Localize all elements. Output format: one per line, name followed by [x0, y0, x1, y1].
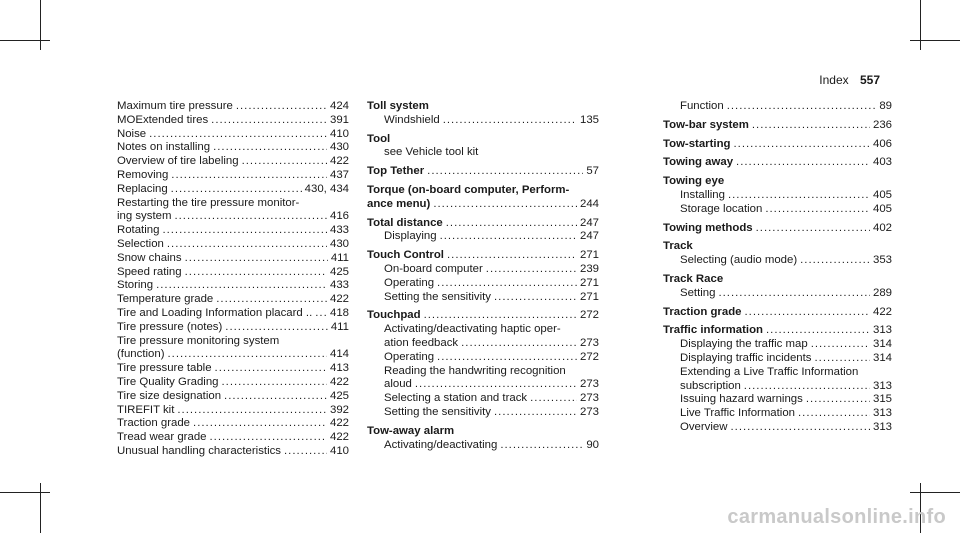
entry-term: Selection	[117, 237, 164, 250]
index-entry	[367, 337, 599, 351]
index-entry	[117, 183, 349, 197]
index-entry	[663, 393, 892, 407]
index-entry	[367, 249, 599, 263]
entry-page-ref: 239	[579, 262, 599, 275]
dot-leader	[744, 380, 870, 394]
index-entry	[663, 306, 892, 320]
entry-term: Displaying the traffic map	[680, 338, 808, 351]
entry-page-ref: 273	[579, 378, 599, 391]
dot-leader	[156, 279, 327, 293]
entry-term: Function	[680, 100, 724, 112]
index-entry	[367, 323, 599, 337]
index-entry	[663, 254, 892, 268]
entry-term: Tire pressure table	[117, 362, 212, 375]
dot-leader	[461, 337, 577, 351]
entry-page-ref: 353	[872, 254, 892, 267]
entry-page-ref: 422	[329, 375, 349, 388]
entry-term: Tread wear grade	[117, 431, 207, 444]
section-label: Index	[819, 73, 849, 87]
index-entry	[367, 114, 599, 128]
dot-leader	[315, 307, 327, 321]
dot-leader	[814, 352, 870, 366]
dot-leader	[284, 445, 327, 459]
entry-term: ance menu)	[367, 197, 431, 210]
entry-term: Track Race	[663, 272, 724, 285]
dot-leader	[415, 378, 577, 392]
index-entry	[117, 293, 349, 307]
entry-page-ref: 271	[579, 276, 599, 289]
index-entry	[117, 348, 349, 362]
entry-term: ing system	[117, 210, 172, 223]
entry-term: aloud	[384, 378, 412, 391]
index-entry	[663, 324, 892, 338]
entry-page-ref: 422	[329, 431, 349, 444]
entry-page-ref: 244	[579, 197, 599, 210]
entry-term: Traction grade	[663, 305, 742, 318]
entry-term: Touch Control	[367, 249, 444, 262]
entry-term: Reading the handwriting recognition	[384, 364, 566, 377]
entry-term: Displaying	[384, 230, 437, 243]
index-entry	[117, 169, 349, 183]
index-entry	[367, 263, 599, 277]
index-entry	[367, 165, 599, 179]
entry-term: Towing away	[663, 156, 734, 169]
entry-page-ref: 135	[579, 113, 599, 126]
dot-leader	[806, 393, 870, 407]
entry-term: Tire pressure monitoring system	[117, 334, 280, 347]
entry-page-ref: 289	[872, 286, 892, 299]
entry-page-ref: 89	[879, 100, 892, 112]
dot-leader	[500, 439, 583, 453]
index-entry	[117, 128, 349, 142]
entry-page-ref: 405	[872, 188, 892, 201]
entry-term: subscription	[680, 379, 741, 392]
entry-term: Overview	[680, 420, 728, 433]
entry-page-ref: 57	[586, 165, 599, 178]
index-column-2	[367, 100, 599, 452]
page-number: 557	[859, 73, 880, 87]
entry-page-ref: 247	[579, 230, 599, 243]
index-entry	[663, 287, 892, 301]
entry-term: Overview of tire labeling	[117, 155, 239, 168]
entry-page-ref: 416	[329, 210, 349, 223]
entry-page-ref: 405	[872, 202, 892, 215]
crop-mark	[40, 0, 41, 50]
dot-leader	[486, 263, 577, 277]
entry-page-ref: 272	[579, 309, 599, 322]
index-column-1	[117, 100, 349, 459]
entry-page-ref: 433	[329, 279, 349, 292]
index-entry	[117, 224, 349, 238]
entry-page-ref: 411	[330, 251, 349, 264]
entry-term: On-board computer	[384, 262, 483, 275]
index-entry	[663, 273, 892, 287]
index-entry	[117, 210, 349, 224]
entry-term: Tool	[367, 132, 391, 145]
crop-mark	[0, 492, 50, 493]
dot-leader	[433, 198, 577, 212]
entry-term: see Vehicle tool kit	[384, 146, 479, 159]
entry-term: Temperature grade	[117, 293, 214, 306]
entry-term: Unusual handling characteristics	[117, 444, 281, 457]
index-entry	[117, 266, 349, 280]
entry-term: Selecting (audio mode)	[680, 254, 798, 267]
dot-leader	[437, 277, 577, 291]
entry-page-ref: 314	[872, 338, 892, 351]
entry-page-ref: 410	[329, 127, 349, 140]
entry-term: Removing	[117, 168, 169, 181]
entry-page-ref: 422	[329, 155, 349, 168]
entry-page-ref: 433	[329, 224, 349, 237]
index-entry	[367, 439, 599, 453]
dot-leader	[736, 156, 870, 170]
index-entry	[117, 307, 349, 321]
dot-leader	[209, 431, 327, 445]
dot-leader	[224, 390, 327, 404]
dot-leader	[734, 138, 870, 152]
entry-page-ref: 414	[329, 348, 349, 361]
index-entry	[663, 156, 892, 170]
dot-leader	[427, 165, 583, 179]
entry-term: Notes on installing	[117, 141, 211, 154]
index-entry	[117, 197, 349, 211]
entry-page-ref: 272	[579, 350, 599, 363]
index-column-3	[663, 100, 892, 435]
entry-page-ref: 273	[579, 336, 599, 349]
index-entry	[367, 392, 599, 406]
entry-page-ref: 430	[329, 237, 349, 250]
entry-page-ref: 411	[330, 320, 349, 333]
entry-page-ref: 271	[579, 249, 599, 262]
entry-page-ref: 391	[329, 113, 349, 126]
index-entry	[117, 252, 349, 266]
entry-term: Activating/deactivating haptic oper-	[384, 323, 561, 336]
dot-leader	[236, 100, 327, 114]
crop-mark	[910, 492, 960, 493]
index-entry	[367, 351, 599, 365]
index-entry	[117, 362, 349, 376]
index-entry	[117, 321, 349, 335]
dot-leader	[437, 351, 577, 365]
dot-leader	[811, 338, 870, 352]
page-header	[819, 73, 880, 87]
index-entry	[117, 155, 349, 169]
index-entry	[117, 376, 349, 390]
entry-term: Restarting the tire pressure monitor-	[117, 196, 300, 209]
index-entry	[117, 417, 349, 431]
dot-leader	[730, 421, 870, 435]
dot-leader	[167, 348, 327, 362]
dot-leader	[185, 266, 327, 280]
index-entry	[367, 378, 599, 392]
crop-mark	[910, 40, 960, 41]
dot-leader	[447, 249, 577, 263]
index-entry	[117, 335, 349, 349]
index-entry	[117, 279, 349, 293]
dot-leader	[530, 392, 577, 406]
index-entry	[117, 141, 349, 155]
dot-leader	[174, 210, 327, 224]
entry-term: Rotating	[117, 224, 160, 237]
entry-page-ref: 430, 434	[304, 182, 349, 195]
entry-term: Noise	[117, 127, 147, 140]
entry-term: Tow-away alarm	[367, 424, 455, 437]
index-entry	[367, 406, 599, 420]
entry-term: Operating	[384, 276, 435, 289]
entry-term: Extending a Live Traffic Information	[680, 365, 859, 378]
index-entry	[117, 431, 349, 445]
index-entry	[367, 277, 599, 291]
entry-page-ref: 313	[872, 407, 892, 420]
entry-term: Traffic information	[663, 324, 763, 337]
entry-term: Activating/deactivating	[384, 438, 498, 451]
entry-page-ref: 315	[872, 393, 892, 406]
entry-term: Selecting a station and track	[384, 392, 528, 405]
entry-term: Storage location	[680, 202, 763, 215]
entry-term: Tire and Loading Information placard ..	[117, 306, 313, 319]
dot-leader	[162, 224, 327, 238]
entry-page-ref: 430	[329, 141, 349, 154]
entry-page-ref: 313	[872, 379, 892, 392]
index-entry	[663, 380, 892, 394]
dot-leader	[745, 306, 870, 320]
entry-page-ref: 406	[872, 137, 892, 150]
entry-term: TIREFIT kit	[117, 403, 175, 416]
entry-page-ref: 422	[872, 305, 892, 318]
index-entry	[367, 217, 599, 231]
index-entry	[367, 365, 599, 379]
index-entry	[663, 222, 892, 236]
entry-term: Traction grade	[117, 417, 191, 430]
entry-term: Maximum tire pressure	[117, 100, 233, 112]
entry-page-ref: 314	[872, 351, 892, 364]
dot-leader	[193, 417, 327, 431]
index-entry	[117, 445, 349, 459]
dot-leader	[446, 217, 577, 231]
entry-term: Setting the sensitivity	[384, 405, 491, 418]
entry-term: Replacing	[117, 182, 168, 195]
entry-term: Towing eye	[663, 175, 725, 188]
dot-leader	[215, 362, 327, 376]
entry-term: Speed rating	[117, 265, 182, 278]
dot-leader	[242, 155, 327, 169]
dot-leader	[225, 321, 328, 335]
index-entry	[117, 404, 349, 418]
entry-page-ref: 413	[329, 362, 349, 375]
entry-page-ref: 90	[586, 438, 599, 451]
entry-term: Live Traffic Information	[680, 407, 796, 420]
entry-page-ref: 236	[872, 118, 892, 131]
dot-leader	[756, 222, 870, 236]
index-entry	[117, 238, 349, 252]
entry-page-ref: 418	[329, 306, 349, 319]
dot-leader	[167, 238, 327, 252]
entry-page-ref: 392	[329, 403, 349, 416]
entry-page-ref: 425	[329, 389, 349, 402]
dot-leader	[222, 376, 327, 390]
dot-leader	[727, 100, 877, 114]
index-entry	[663, 338, 892, 352]
index-entry	[367, 146, 599, 160]
dot-leader	[185, 252, 328, 266]
index-entry	[367, 198, 599, 212]
entry-page-ref: 271	[579, 290, 599, 303]
entry-term: Displaying traffic incidents	[680, 351, 812, 364]
entry-term: Toll system	[367, 100, 429, 112]
index-entry	[663, 175, 892, 189]
entry-term: Tire Quality Grading	[117, 375, 219, 388]
index-entry	[367, 291, 599, 305]
index-entry	[663, 203, 892, 217]
entry-term: (function)	[117, 348, 165, 361]
entry-term: MOExtended tires	[117, 113, 209, 126]
dot-leader	[494, 291, 577, 305]
entry-page-ref: 425	[329, 265, 349, 278]
entry-page-ref: 422	[329, 293, 349, 306]
entry-term: Track	[663, 240, 693, 253]
index-entry	[117, 390, 349, 404]
index-entry	[367, 184, 599, 198]
entry-term: Total distance	[367, 216, 443, 229]
entry-page-ref: 313	[872, 324, 892, 337]
index-entry	[663, 240, 892, 254]
index-entry	[663, 119, 892, 133]
index-entry	[367, 230, 599, 244]
dot-leader	[424, 309, 577, 323]
index-entry	[117, 114, 349, 128]
dot-leader	[765, 203, 870, 217]
entry-page-ref: 402	[872, 221, 892, 234]
entry-term: Operating	[384, 350, 435, 363]
entry-page-ref: 424	[329, 100, 349, 112]
entry-page-ref: 313	[872, 420, 892, 433]
entry-term: Installing	[680, 188, 725, 201]
entry-term: Setting the sensitivity	[384, 290, 491, 303]
index-entry	[663, 352, 892, 366]
entry-term: Tow-bar system	[663, 118, 749, 131]
entry-term: Windshield	[384, 113, 440, 126]
index-entry	[367, 425, 599, 439]
dot-leader	[718, 287, 870, 301]
entry-page-ref: 247	[579, 216, 599, 229]
watermark: carmanualsonline.info	[727, 506, 946, 528]
dot-leader	[216, 293, 327, 307]
entry-term: Touchpad	[367, 309, 421, 322]
index-entry	[367, 309, 599, 323]
dot-leader	[728, 189, 870, 203]
entry-term: Snow chains	[117, 251, 182, 264]
entry-page-ref: 437	[329, 168, 349, 181]
entry-page-ref: 422	[329, 417, 349, 430]
index-entry	[663, 421, 892, 435]
dot-leader	[494, 406, 577, 420]
entry-term: Issuing hazard warnings	[680, 393, 803, 406]
dot-leader	[766, 324, 870, 338]
index-entry	[663, 407, 892, 421]
index-entry	[663, 138, 892, 152]
entry-page-ref: 273	[579, 405, 599, 418]
entry-term: Torque (on-board computer, Perform-	[367, 183, 570, 196]
entry-term: Storing	[117, 279, 154, 292]
dot-leader	[149, 128, 327, 142]
index-entry	[663, 189, 892, 203]
dot-leader	[213, 141, 327, 155]
entry-page-ref: 410	[329, 444, 349, 457]
dot-leader	[443, 114, 577, 128]
entry-term: Setting	[680, 286, 716, 299]
index-entry	[663, 100, 892, 114]
entry-page-ref: 403	[872, 156, 892, 169]
crop-mark	[920, 0, 921, 50]
index-entry	[367, 100, 599, 114]
dot-leader	[171, 169, 327, 183]
entry-page-ref: 273	[579, 392, 599, 405]
entry-term: Tire pressure (notes)	[117, 320, 223, 333]
entry-term: ation feedback	[384, 336, 459, 349]
dot-leader	[798, 407, 870, 421]
dot-leader	[177, 404, 327, 418]
crop-mark	[0, 40, 50, 41]
dot-leader	[800, 254, 870, 268]
entry-term: Top Tether	[367, 165, 425, 178]
index-entry	[367, 133, 599, 147]
crop-mark	[40, 483, 41, 533]
entry-term: Towing methods	[663, 221, 753, 234]
index-entry	[117, 100, 349, 114]
entry-term: Tow-starting	[663, 137, 731, 150]
index-entry	[663, 366, 892, 380]
dot-leader	[752, 119, 870, 133]
dot-leader	[211, 114, 327, 128]
entry-term: Tire size designation	[117, 389, 222, 402]
dot-leader	[440, 230, 577, 244]
dot-leader	[171, 183, 302, 197]
